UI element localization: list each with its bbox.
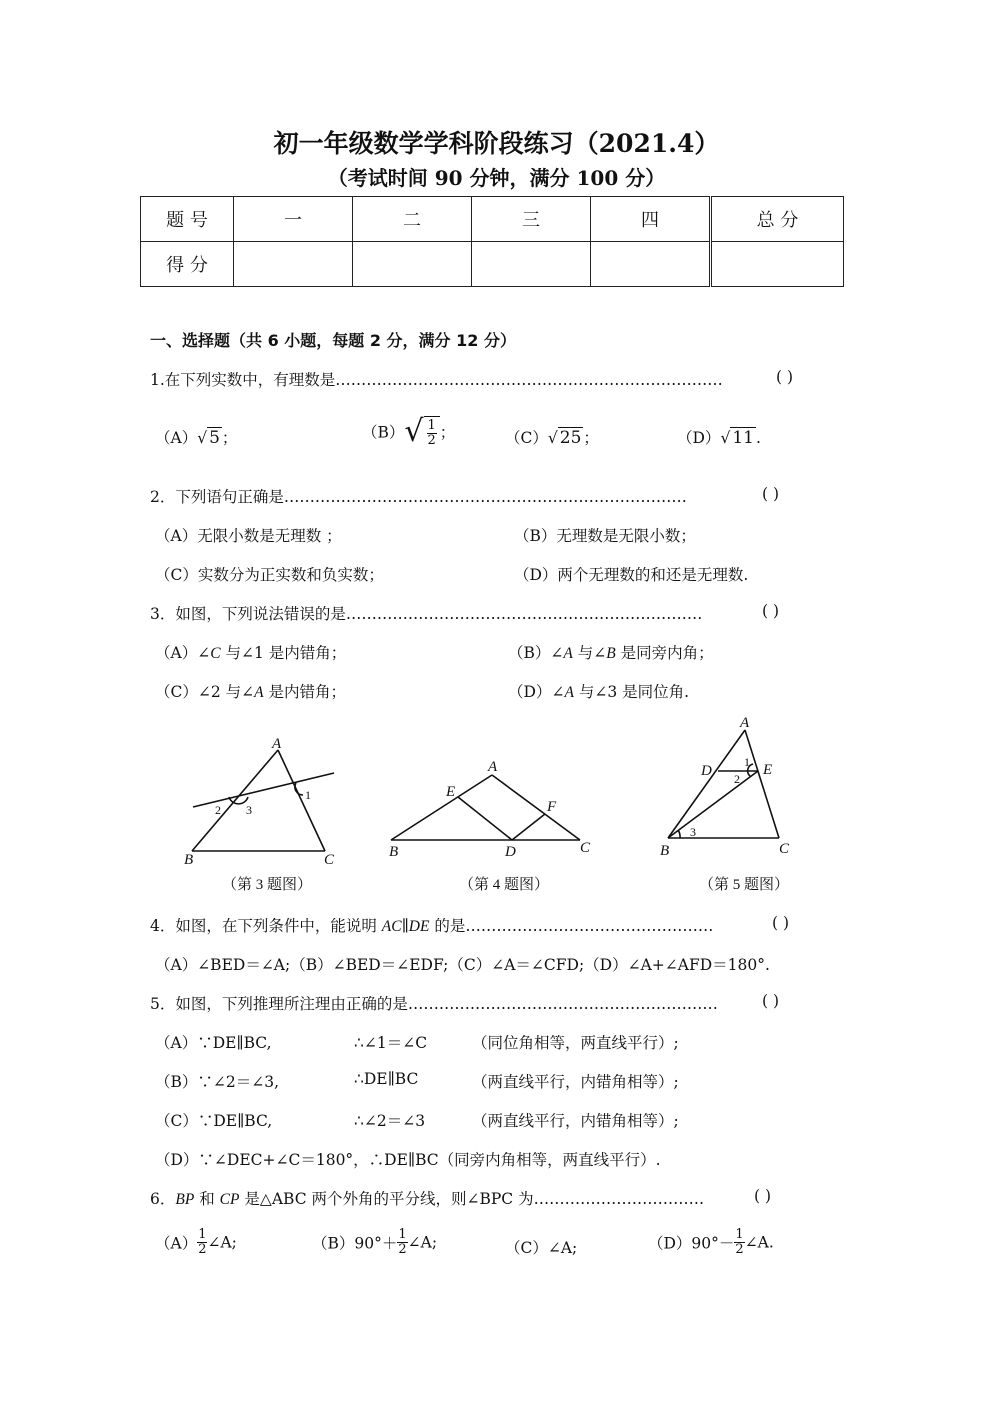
question-stem: 5．如图，下列推理所注理由正确的是 xyxy=(150,995,408,1013)
score-table-cell: 三 xyxy=(472,197,591,242)
fraction xyxy=(734,1228,744,1257)
numerator: 1 xyxy=(427,417,436,433)
fraction xyxy=(397,1228,407,1257)
sqrt-expression: √ 5 xyxy=(197,428,220,448)
fraction xyxy=(197,1228,207,1257)
leader-dots: …………………………… xyxy=(533,1190,705,1208)
answer-paren: ( ) xyxy=(762,602,780,620)
denominator: 2 xyxy=(735,1242,744,1257)
question-stem: 的是 xyxy=(429,917,466,935)
option-tail: ∠A; xyxy=(207,1233,237,1252)
option-text: 是同旁内角； xyxy=(615,644,714,662)
question-4 xyxy=(150,914,713,936)
angle-label: 1 xyxy=(305,788,311,802)
answer-paren: ( ) xyxy=(762,992,780,1010)
option-tail: ； xyxy=(221,429,238,447)
option-c: （C）实数分为正实数和负实数； xyxy=(155,566,384,584)
figure-caption: （第 3 题图） xyxy=(222,877,313,893)
option-b-premise: （B）∵∠2＝∠3, xyxy=(155,1073,280,1091)
point-label: F xyxy=(547,799,557,815)
sqrt-expression: √ 25 xyxy=(547,428,582,448)
answer-paren: ( ) xyxy=(772,914,790,932)
option-label: （D） xyxy=(508,683,552,701)
option-a-premise: （A）∵DE∥BC, xyxy=(155,1034,272,1052)
angle-label: 1 xyxy=(744,755,750,769)
option-text: 与∠ xyxy=(572,644,607,662)
point-label: D xyxy=(701,763,712,779)
option-c-reason: （两直线平行，内错角相等）; xyxy=(472,1112,679,1130)
point-label: C xyxy=(324,852,335,868)
section-title: 一、选择题（共 6 小题，每题 2 分，满分 12 分） xyxy=(150,331,516,350)
option-label: （A） xyxy=(155,1234,198,1253)
question-6 xyxy=(150,1187,704,1209)
option-d: （D）两个无理数的和还是无理数. xyxy=(514,566,749,584)
option-label: （B） xyxy=(508,644,551,662)
score-table-cell: 总 分 xyxy=(711,197,844,242)
point-label: B xyxy=(389,844,399,860)
radicand: 25 xyxy=(559,428,582,448)
var: CP xyxy=(219,1191,240,1208)
option-tail: ； xyxy=(439,423,456,442)
angle-label: 3 xyxy=(690,825,696,839)
question-stem: 是△ABC 两个外角的平分线，则∠BPC 为 xyxy=(239,1190,534,1208)
score-table-cell: 四 xyxy=(591,197,711,242)
option-b-reason: （两直线平行，内错角相等）; xyxy=(472,1073,679,1091)
denominator: 2 xyxy=(427,432,436,448)
var: DE xyxy=(408,918,430,935)
parallel-symbol: ∥ xyxy=(401,917,409,935)
denominator: 2 xyxy=(398,1242,407,1257)
point-label: B xyxy=(184,852,194,868)
point-label: A xyxy=(488,759,498,775)
leader-dots: …………………………………………………… xyxy=(407,995,718,1013)
page-title: 初一年级数学学科阶段练习（2021.4） xyxy=(273,129,720,158)
numerator: 1 xyxy=(735,1227,744,1242)
segment-ac xyxy=(278,750,325,851)
option-b: （B）无理数是无限小数； xyxy=(514,527,696,545)
leader-dots: …………………………………………………………………… xyxy=(283,488,687,506)
option-a-reason: （同位角相等，两直线平行）; xyxy=(472,1034,679,1052)
option-label: （C）∠2 与∠ xyxy=(155,683,255,701)
option-row: （A）∠BED＝∠A;（B）∠BED＝∠EDF;（C）∠A＝∠CFD;（D）∠A+∠AFD＝180°. xyxy=(155,956,770,974)
question-5 xyxy=(150,992,718,1014)
answer-paren: ( ) xyxy=(762,485,780,503)
segment-be xyxy=(668,771,758,838)
numerator: 1 xyxy=(198,1227,207,1242)
figure-5 xyxy=(668,730,779,838)
segment-ac xyxy=(492,775,580,840)
leader-dots: …………………………………………………………… xyxy=(345,605,703,623)
option-label: （B）90°＋ xyxy=(312,1234,398,1253)
option-d: （D）∵∠DEC+∠C＝180°，∴DE∥BC（同旁内角相等，两直线平行）. xyxy=(155,1151,661,1169)
question-stem: 4．如图，在下列条件中，能说明 xyxy=(150,917,382,935)
option-tail: ∠A; xyxy=(407,1233,438,1252)
segment-ac xyxy=(745,730,779,838)
option-label: （B） xyxy=(362,423,405,442)
figure-3 xyxy=(192,750,334,851)
denominator: 2 xyxy=(198,1242,207,1257)
option-label: （A） xyxy=(155,644,198,662)
point-label: A xyxy=(272,736,282,752)
point-label: C xyxy=(580,840,591,856)
var: AC xyxy=(381,918,402,935)
score-table-cell: 得 分 xyxy=(141,242,234,287)
point-label: E xyxy=(446,784,456,800)
numerator: 1 xyxy=(398,1227,407,1242)
point-label: E xyxy=(763,762,773,778)
option-text: 与∠3 是同位角. xyxy=(573,683,690,701)
answer-paren: ( ) xyxy=(754,1187,772,1205)
question-stem: 和 xyxy=(194,1190,220,1208)
angle-label: 2 xyxy=(215,803,221,817)
point-label: A xyxy=(740,715,750,731)
option-b-conclusion: ∴DE∥BC xyxy=(354,1070,419,1088)
angle-label: 2 xyxy=(734,772,740,786)
option-tail: . xyxy=(755,429,761,447)
option-label: （D）90°－ xyxy=(648,1234,735,1253)
sqrt-sign: √ xyxy=(404,414,424,449)
radicand: 5 xyxy=(209,428,220,448)
leader-dots: ………………………………………………………………… xyxy=(335,371,723,389)
score-table-cell: 题 号 xyxy=(141,197,234,242)
segment-ed xyxy=(458,797,512,840)
option-label: （C） xyxy=(505,429,548,447)
question-stem: 2．下列语句正确是 xyxy=(150,488,284,506)
segment-ab xyxy=(192,750,278,851)
segment-df xyxy=(512,814,545,840)
angle-label: 3 xyxy=(246,803,252,817)
radicand: 11 xyxy=(732,428,754,448)
option-c: （C）∠A; xyxy=(505,1239,578,1257)
page-subtitle: （考试时间 90 分钟，满分 100 分） xyxy=(327,166,666,190)
var: A xyxy=(564,684,574,701)
transversal-line xyxy=(193,773,334,807)
option-b: （B）∠A 与∠B 是同旁内角； xyxy=(508,644,714,662)
option-a xyxy=(155,1228,237,1257)
sqrt-expression: √ 11 xyxy=(720,428,754,448)
point-label: D xyxy=(505,844,516,860)
option-text: 是内错角； xyxy=(263,683,347,701)
leader-dots: ………………………………………… xyxy=(465,917,714,935)
question-stem: 3．如图，下列说法错误的是 xyxy=(150,605,346,623)
option-d: （D）∠A 与∠3 是同位角. xyxy=(508,683,690,701)
option-a: （A）无限小数是无理数 ； xyxy=(155,527,342,545)
option-tail: ； xyxy=(583,429,599,447)
angle-arc xyxy=(678,830,680,838)
var: A xyxy=(563,645,573,662)
question-stem: 1.在下列实数中，有理数是 xyxy=(150,371,336,389)
var: A xyxy=(254,684,264,701)
answer-paren: ( ) xyxy=(776,368,794,386)
var: BP xyxy=(175,1191,195,1208)
option-c-conclusion: ∴∠2＝∠3 xyxy=(354,1112,426,1130)
figure-caption: （第 4 题图） xyxy=(459,877,550,893)
option-text: 与∠1 是内错角； xyxy=(220,644,347,662)
option-a-conclusion: ∴∠1＝∠C xyxy=(354,1034,428,1052)
score-table-cell: 二 xyxy=(353,197,472,242)
option-c-premise: （C）∵DE∥BC, xyxy=(155,1112,273,1130)
option-label: （D） xyxy=(677,429,721,447)
option-a: （A）∠C 与∠1 是内错角； xyxy=(155,644,347,662)
point-label: C xyxy=(779,841,790,857)
var: C xyxy=(210,645,221,662)
score-table-cell: 一 xyxy=(234,197,353,242)
segment-ab xyxy=(391,775,492,840)
option-b xyxy=(312,1228,437,1257)
option-tail: ∠A. xyxy=(744,1233,774,1252)
option-d xyxy=(648,1228,774,1257)
figure-caption: （第 5 题图） xyxy=(699,877,790,893)
point-label: B xyxy=(660,843,670,859)
question-stem: 6． xyxy=(150,1190,176,1208)
option-label: （A） xyxy=(155,429,198,447)
var: B xyxy=(606,645,616,662)
